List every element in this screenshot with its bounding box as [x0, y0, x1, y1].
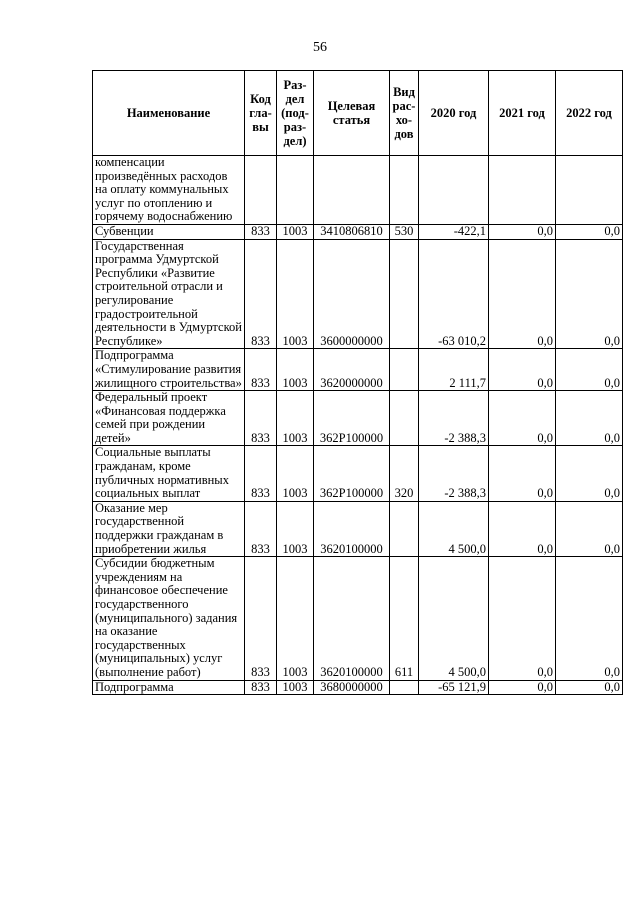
row-target-article: 3680000000 — [314, 680, 390, 695]
row-target-article: 362P100000 — [314, 446, 390, 501]
row-value-2021: 0,0 — [489, 391, 556, 446]
row-expense-type: 611 — [390, 557, 419, 680]
row-name: Подпрограмма — [93, 680, 245, 695]
row-value-2022: 0,0 — [556, 239, 623, 349]
row-value-2022: 0,0 — [556, 349, 623, 391]
row-target-article — [314, 156, 390, 225]
row-expense-type — [390, 501, 419, 556]
row-chapter-code: 833 — [245, 680, 277, 695]
table-row — [93, 391, 623, 446]
table-row — [93, 224, 623, 239]
row-value-2021: 0,0 — [489, 557, 556, 680]
table-row — [93, 349, 623, 391]
row-section: 1003 — [277, 557, 314, 680]
table-row — [93, 156, 623, 225]
row-value-2020: 4 500,0 — [419, 501, 489, 556]
row-section: 1003 — [277, 446, 314, 501]
table-row — [93, 680, 623, 695]
row-target-article: 3620000000 — [314, 349, 390, 391]
row-section: 1003 — [277, 349, 314, 391]
header-name: Наименование — [93, 71, 245, 156]
row-chapter-code: 833 — [245, 391, 277, 446]
row-target-article: 3620100000 — [314, 557, 390, 680]
row-section: 1003 — [277, 391, 314, 446]
row-value-2020: -2 388,3 — [419, 446, 489, 501]
row-chapter-code: 833 — [245, 557, 277, 680]
row-chapter-code: 833 — [245, 446, 277, 501]
row-value-2022 — [556, 156, 623, 225]
row-section — [277, 156, 314, 225]
table-header-row — [93, 71, 623, 156]
row-name: Субсидии бюджетным учреждениям на финансовое обеспечение государственного (муниципального) задания на оказание государственных (муниципальных) услуг (выполнение работ) — [93, 557, 245, 680]
row-value-2020: -65 121,9 — [419, 680, 489, 695]
header-year-2021: 2021 год — [489, 71, 556, 156]
row-chapter-code: 833 — [245, 239, 277, 349]
row-value-2022: 0,0 — [556, 446, 623, 501]
row-value-2021: 0,0 — [489, 239, 556, 349]
row-value-2021: 0,0 — [489, 349, 556, 391]
row-value-2020: -422,1 — [419, 224, 489, 239]
row-expense-type: 530 — [390, 224, 419, 239]
row-value-2021 — [489, 156, 556, 225]
row-target-article: 362P100000 — [314, 391, 390, 446]
row-value-2022: 0,0 — [556, 501, 623, 556]
table-row — [93, 239, 623, 349]
row-value-2020: 4 500,0 — [419, 557, 489, 680]
row-chapter-code: 833 — [245, 501, 277, 556]
row-target-article: 3410806810 — [314, 224, 390, 239]
row-value-2022: 0,0 — [556, 224, 623, 239]
row-chapter-code — [245, 156, 277, 225]
header-year-2020: 2020 год — [419, 71, 489, 156]
row-expense-type — [390, 680, 419, 695]
row-section: 1003 — [277, 501, 314, 556]
row-value-2022: 0,0 — [556, 557, 623, 680]
row-value-2021: 0,0 — [489, 680, 556, 695]
row-value-2020 — [419, 156, 489, 225]
row-expense-type — [390, 391, 419, 446]
row-value-2021: 0,0 — [489, 224, 556, 239]
header-target-article: Целевая статья — [314, 71, 390, 156]
row-name: компенсации произведённых расходов на оплату коммунальных услуг по отоплению и горячему водоснабжению — [93, 156, 245, 225]
row-target-article: 3620100000 — [314, 501, 390, 556]
row-chapter-code: 833 — [245, 224, 277, 239]
row-name: Социальные выплаты гражданам, кроме публичных нормативных социальных выплат — [93, 446, 245, 501]
row-section: 1003 — [277, 224, 314, 239]
header-year-2022: 2022 год — [556, 71, 623, 156]
row-value-2020: -63 010,2 — [419, 239, 489, 349]
row-value-2022: 0,0 — [556, 391, 623, 446]
row-section: 1003 — [277, 680, 314, 695]
row-name: Подпрограмма «Стимулирование развития жилищного строительства» — [93, 349, 245, 391]
header-expense-type: Вид рас- хо- дов — [390, 71, 419, 156]
row-target-article: 3600000000 — [314, 239, 390, 349]
row-expense-type: 320 — [390, 446, 419, 501]
table-row — [93, 446, 623, 501]
table-row — [93, 557, 623, 680]
row-expense-type — [390, 239, 419, 349]
header-chapter-code: Код гла- вы — [245, 71, 277, 156]
row-value-2022: 0,0 — [556, 680, 623, 695]
row-name: Федеральный проект «Финансовая поддержка семей при рождении детей» — [93, 391, 245, 446]
budget-table — [92, 70, 623, 695]
row-name: Государственная программа Удмуртской Республики «Развитие строительной отрасли и регулирование градостроительной деятельности в Удмуртской Республике» — [93, 239, 245, 349]
row-value-2020: -2 388,3 — [419, 391, 489, 446]
table-row — [93, 501, 623, 556]
row-name: Оказание мер государственной поддержки гражданам в приобретении жилья — [93, 501, 245, 556]
row-value-2021: 0,0 — [489, 501, 556, 556]
row-name: Субвенции — [93, 224, 245, 239]
row-value-2020: 2 111,7 — [419, 349, 489, 391]
header-section: Раз- дел (под- раз- дел) — [277, 71, 314, 156]
row-chapter-code: 833 — [245, 349, 277, 391]
page-number: 56 — [313, 40, 327, 55]
row-expense-type — [390, 349, 419, 391]
row-section: 1003 — [277, 239, 314, 349]
row-value-2021: 0,0 — [489, 446, 556, 501]
row-expense-type — [390, 156, 419, 225]
